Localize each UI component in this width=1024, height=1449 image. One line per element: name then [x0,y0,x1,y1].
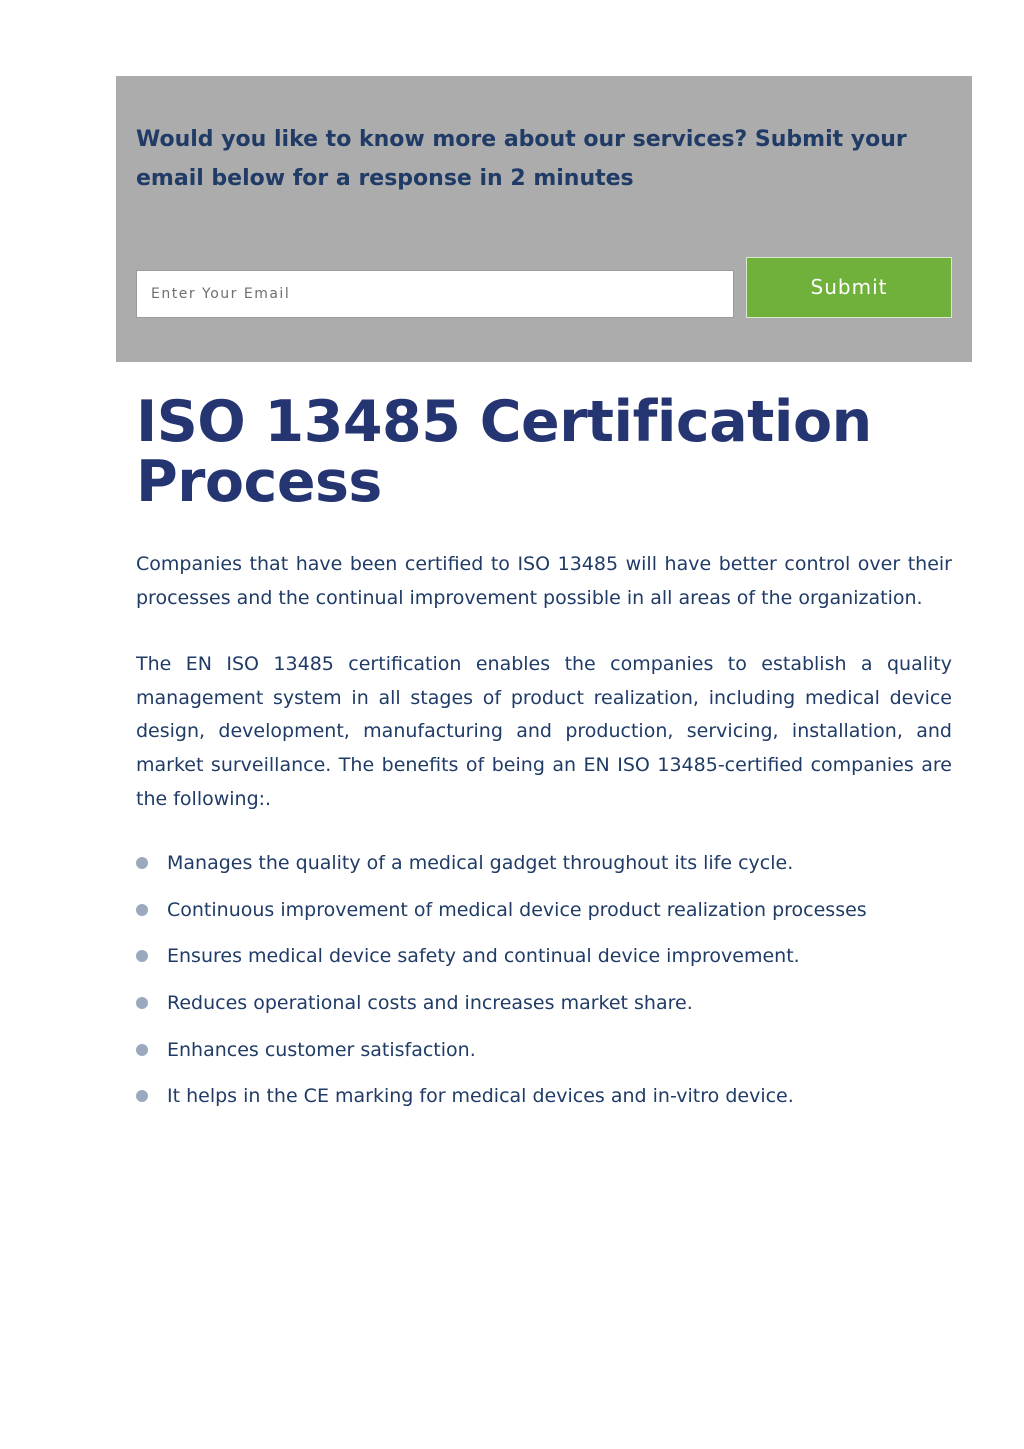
list-item [136,1036,952,1064]
benefit-text: It helps in the CE marking for medical devices and in-vitro device. [167,1085,794,1108]
submit-button[interactable]: Submit [746,257,952,318]
benefit-text: Reduces operational costs and increases market share. [167,991,693,1014]
benefits-list [136,849,952,1110]
bullet-dot-icon [136,997,148,1009]
signup-heading: Would you like to know more about our services? Submit your email below for a response in 2 minutes [136,127,907,191]
bullet-dot-icon [136,904,148,916]
list-item [136,989,952,1017]
list-item [136,896,952,924]
bullet-dot-icon [136,950,148,962]
email-signup-box [116,76,972,362]
list-item [136,942,952,970]
benefit-text: Ensures medical device safety and continual device improvement. [167,945,800,968]
certification-paragraph: The EN ISO 13485 certification enables the companies to establish a quality management system in all stages of product realization, including medical device design, development, manufacturing and production, servicing, installation, and market surveillance. The benefits of being an EN ISO 13485-certified companies are the following:. [136,653,952,810]
bullet-dot-icon [136,1090,148,1102]
bullet-dot-icon [136,1044,148,1056]
bullet-dot-icon [136,857,148,869]
intro-paragraph: Companies that have been certified to ISO 13485 will have better control over their processes and the continual improvement possible in all areas of the organization. [136,553,952,609]
article-content [136,389,952,1129]
list-item [136,849,952,877]
benefit-text: Enhances customer satisfaction. [167,1038,476,1061]
benefit-text: Continuous improvement of medical device product realization processes [167,898,867,921]
benefit-text: Manages the quality of a medical gadget throughout its life cycle. [167,852,794,875]
email-input[interactable] [136,270,734,318]
list-item [136,1082,952,1110]
page-title: ISO 13485 Certification Process [136,389,872,515]
